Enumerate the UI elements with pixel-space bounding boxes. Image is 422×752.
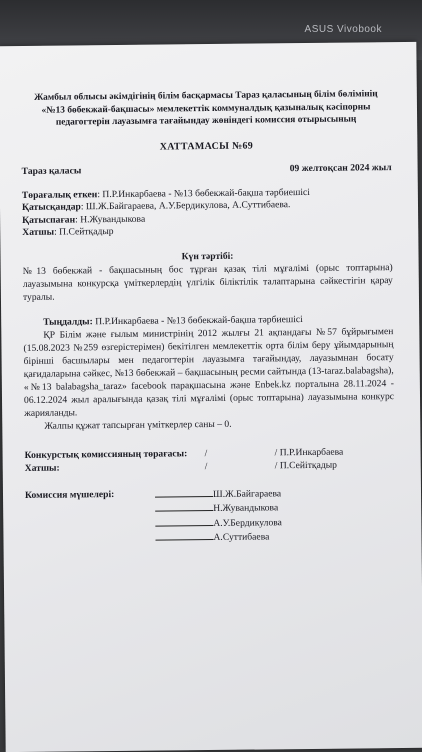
participants-label: Қатысқандар xyxy=(21,201,81,213)
signature-line xyxy=(155,530,213,541)
secretary-signature-row xyxy=(25,458,395,475)
place-date-row xyxy=(22,161,392,178)
applicant-count: Жалпы құжат тапсырған үміткерлер саны – 0. xyxy=(44,418,232,432)
document-content xyxy=(21,88,396,546)
signature-line xyxy=(155,515,213,526)
members-label: Комиссия мүшелері: xyxy=(24,488,115,501)
heard-value: П.Р.Инкарбаева - №13 бөбекжай-бақша тәрбиешісі xyxy=(92,313,303,327)
chair-label: Төрағалық еткен xyxy=(21,188,98,201)
sign-chair-label: Конкурстық комиссияның төрағасы: xyxy=(24,447,188,461)
participants-value: : Ш.Ж.Байгараева, А.У.Бердикулова, А.Суттибаева. xyxy=(80,199,291,213)
members-list xyxy=(155,486,282,545)
document-page xyxy=(0,42,422,752)
slash: / xyxy=(204,447,208,459)
sign-secretary-name: П.Сейітқадыр xyxy=(279,459,337,471)
agenda-title: Күн тәртібі: xyxy=(181,250,234,262)
heading-line: Жамбыл облысы әкімдігінің білім басқармасы Тараз қаласының білім бөлімінің xyxy=(34,89,378,103)
signature-line xyxy=(155,486,213,497)
secretary-value: : П.Сейтқадыр xyxy=(53,226,114,238)
body-paragraph: ҚР Білім және ғылым министрінің 2012 жылғы 21 ақпандағы №57 бұйрығымен (15.08.2023 №259 өзгерістерімен) бекітілген мемлекеттік орта білім беру ұйымдарының бірінші басшылары мен педагогтерін лауазымға тағайындау, лауазымнан босату қағидаларына сәйкес, №13 бөбекжай – бақшасының ресми сайтында (13-taraz.balabagsha), «№13 balabagsha_taraz» facebook парақшасына және Enbek.kz порталына 28.11.2024 - 06.12.2024 жыл аралығында қазақ тілі мұғалімі (орыс топтарына) лауазымына конкурс жарияланды. xyxy=(23,325,395,419)
secretary-row xyxy=(22,223,392,239)
members-block xyxy=(25,485,396,547)
secretary-label: Хатшы xyxy=(22,226,55,238)
heading-line: педагогтерін лауазымға тағайындау жөніндегі комиссия отырысының xyxy=(55,114,357,128)
agenda-text: №13 бөбекжай - бақшасының бос тұрған қазақ тілі мұғалімі (орыс топтарына) лауазымына конкурсқа үміткерлердің үлгілік біліктілік талаптарына сәйкестігін қарау туралы. xyxy=(22,261,393,303)
protocol-title: ХАТТАМАСЫ №69 xyxy=(159,140,254,153)
absent-value: : Н.Жувандыкова xyxy=(75,213,146,225)
signature-line xyxy=(155,501,213,512)
member-row xyxy=(155,515,282,531)
document-heading xyxy=(21,88,391,129)
sign-secretary-label: Хатшы: xyxy=(24,462,60,474)
member-name: А.У.Бердикулова xyxy=(213,516,282,529)
slash: / xyxy=(274,446,278,458)
heard-label: Тыңдалды: xyxy=(43,315,93,328)
member-row xyxy=(155,529,282,545)
absent-label: Қатыспаған xyxy=(22,213,76,226)
heading-line: «№13 бөбекжай-бақшасы» мемлекеттік коммуналдық қазыналық кәсіпорны xyxy=(41,101,371,116)
slash: / xyxy=(204,460,208,472)
signatures-block xyxy=(25,445,395,475)
chair-value: : П.Р.Инкарбаева - №13 бөбекжай-бақша тәрбиешісі xyxy=(97,186,311,200)
member-row xyxy=(155,500,282,516)
place: Тараз қаласы xyxy=(21,164,82,177)
laptop-brand-logo: ASUS Vivobook xyxy=(304,24,382,35)
member-name: Н.Жувандыкова xyxy=(213,502,279,514)
slash: / xyxy=(274,459,278,471)
sign-chair-name: П.Р.Инкарбаева xyxy=(279,446,344,458)
member-name: Ш.Ж.Байгараева xyxy=(212,487,282,500)
member-row xyxy=(155,486,282,502)
attendance-info xyxy=(22,186,393,240)
member-name: А.Суттибаева xyxy=(213,531,270,543)
date: 09 желтоқсан 2024 жыл xyxy=(289,161,392,174)
